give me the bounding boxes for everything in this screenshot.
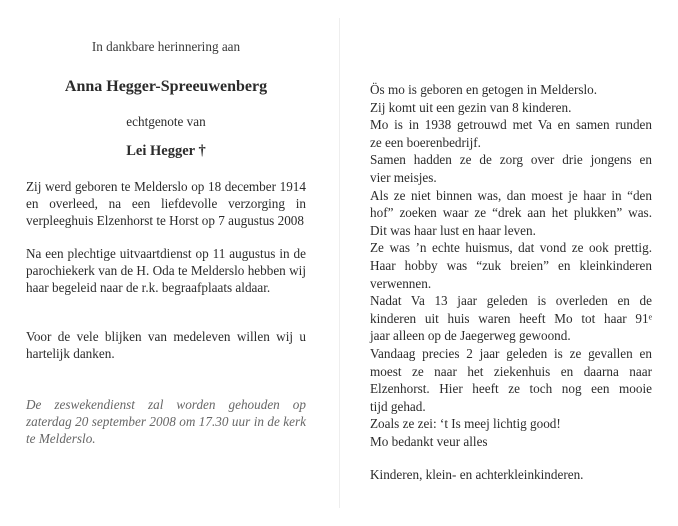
intro-text: In dankbare herinnering aan	[91, 39, 241, 54]
story-line: Zij komt uit een gezin van 8 kinderen.	[370, 99, 572, 115]
story-line: hof” zoeken waar ze “drek aan het plukken” was.	[370, 205, 652, 221]
story-line: Als ze niet binnen was, dan moest je haar in “den	[370, 187, 652, 203]
story-line: jaar alleen op de Jaegerweg gewoond.	[370, 328, 571, 344]
left-panel	[26, 38, 306, 447]
spouse-label: echtgenote van	[126, 114, 206, 129]
story-line: Zoals ze zei: ‘t Is meej lichtig good!	[370, 416, 561, 432]
story-line: verwennen.	[370, 275, 432, 291]
spouse-name: Lei Hegger †	[126, 143, 206, 159]
story-line: Ze was ’n echte huismus, dat vond ze ook prettig.	[370, 240, 652, 256]
story-line: Samen hadden ze de zorg over drie jongens en	[370, 152, 652, 168]
deceased-name: Anna Hegger-Spreeuwenberg	[64, 78, 268, 95]
story-line: Vandaag precies 2 jaar geleden is ze gevallen en	[370, 345, 652, 361]
story-line: Nadat Va 13 jaar geleden is overleden en de	[370, 293, 652, 309]
memorial-service-notice: De zeswekendienst zal worden gehouden op zaterdag 20 september 2008 om 17.30 uur in de kerk te Melderslo.	[26, 397, 306, 446]
story-line: Mo is in 1938 getrouwd met Va en samen runden	[370, 117, 652, 133]
story-line: Haar hobby was “zuk breien” en kleinkinderen	[370, 257, 652, 273]
story-line: vier meisjes.	[370, 169, 437, 185]
fold-divider	[339, 18, 340, 508]
story-line: Mo bedankt veur alles	[370, 433, 488, 449]
story-line: tijd gehad.	[370, 398, 426, 414]
signature: Kinderen, klein- en achterkleinkinderen.	[370, 467, 584, 483]
story-line: moest ze naar het ziekenhuis en daarna naar	[370, 363, 652, 379]
story-line: Ös mo is geboren en getogen in Melderslo.	[370, 82, 598, 97]
story-line: ze een boerenbedrijf.	[370, 134, 481, 150]
right-panel	[370, 81, 652, 484]
thanks-paragraph: Voor de vele blijken van medeleven willen wij u hartelijk danken.	[26, 329, 306, 361]
story-line: Elzenhorst. Hier heeft ze toch nog een mooie	[370, 381, 652, 397]
story-line: Dit was haar lust en haar leven.	[370, 222, 536, 238]
birth-death-paragraph: Zij werd geboren te Melderslo op 18 december 1914 en overleed, na een liefdevolle verzorging in verpleeghuis Elzenhorst te Horst op 7 augustus 2008	[26, 179, 306, 228]
funeral-paragraph: Na een plechtige uitvaartdienst op 11 augustus in de parochiekerk van de H. Oda te Melderslo hebben wij haar begeleid naar de r.k. begraafplaats aldaar.	[26, 246, 306, 295]
story-line: kinderen uit huis waren heeft Mo tot haar 91ᵉ	[370, 310, 652, 326]
